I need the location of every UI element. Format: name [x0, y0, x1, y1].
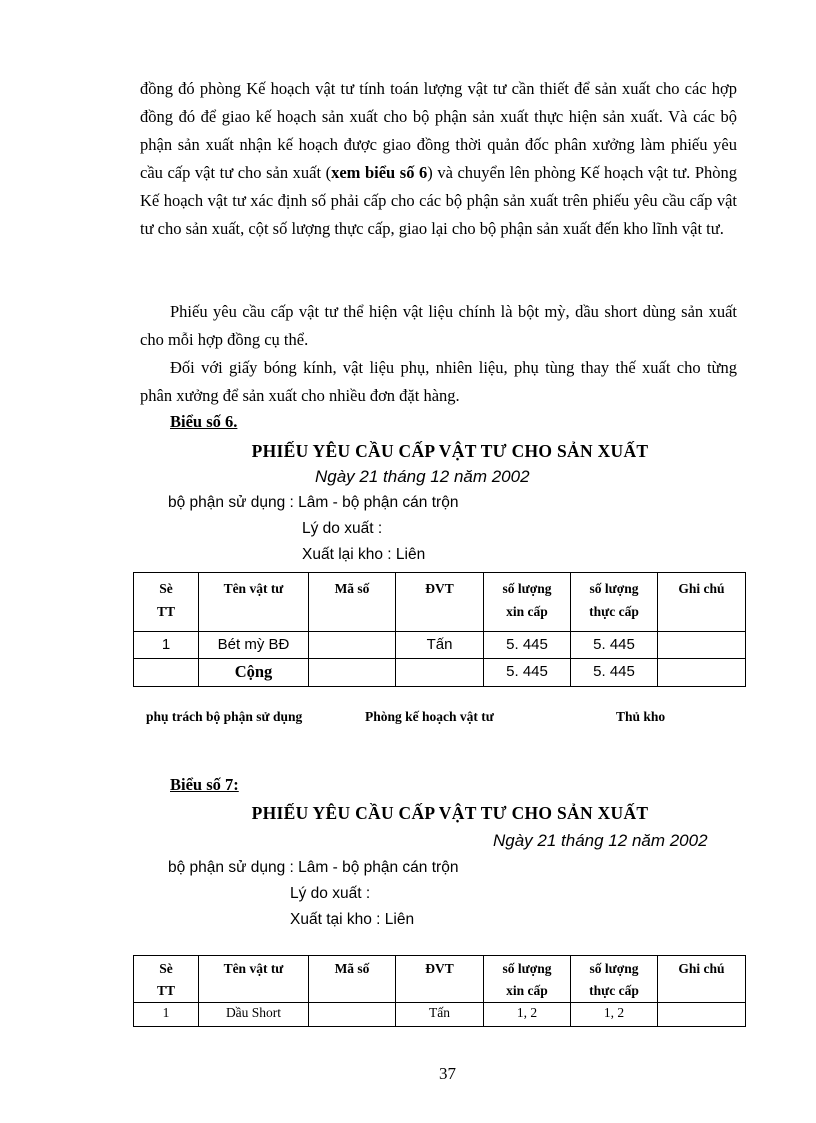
form6-row1-code	[309, 632, 396, 659]
form6-total-actual: 5. 445	[571, 659, 658, 687]
signature-storekeeper: Thủ kho	[616, 709, 666, 724]
paragraph-1-text-a: đồng đó phòng Kế hoạch vật tư tính toán lượng vật tư cần thiết để sản xuất cho các hợp đồng đó để giao kế hoạch sản xuất cho bộ phận sản xuất thực hiện sản xuất. Và các bộ phận sản xuất nhận kế hoạch được giao đồng thời quản đốc phân xưởng làm phiếu yêu cầu cấp vật tư cho sản xuất (	[140, 79, 737, 182]
form6-total-row	[134, 659, 746, 687]
form7-header-row	[134, 956, 746, 1003]
form7-row1-stt: 1	[134, 1003, 199, 1027]
form6-row1-stt: 1	[134, 632, 199, 659]
form6-department: bộ phận sử dụng : Lâm - bộ phận cán trộn	[168, 494, 459, 511]
paragraph-2	[140, 298, 737, 354]
form7-col-requested: số lượng xin cấp	[484, 956, 571, 1003]
form7-warehouse: Xuất tại kho : Liên	[290, 911, 415, 928]
form7-title: PHIẾU YÊU CẦU CẤP VẬT TƯ CHO SẢN XUẤT	[251, 803, 649, 823]
form6-heading: Biểu số 6.	[170, 412, 238, 431]
form7-col-stt: Sè TT	[134, 956, 199, 1003]
table-row	[134, 1003, 746, 1027]
form6-row1-note	[658, 632, 746, 659]
form7-col-name: Tên vật tư	[199, 956, 309, 1003]
form6-row1-requested: 5. 445	[484, 632, 571, 659]
page-number: 37	[439, 1064, 456, 1083]
form6-col-note: Ghi chú	[658, 573, 746, 632]
form6-row1-name: Bét mỳ BĐ	[199, 632, 309, 659]
form6-total-requested: 5. 445	[484, 659, 571, 687]
form6-row1-actual: 5. 445	[571, 632, 658, 659]
signature-planning-dept: Phòng kế hoạch vật tư	[365, 709, 494, 724]
paragraph-3	[140, 354, 737, 410]
form6-col-name: Tên vật tư	[199, 573, 309, 632]
form6-col-requested: số lượng xin cấp	[484, 573, 571, 632]
form7-row1-note	[658, 1003, 746, 1027]
form7-heading: Biểu số 7:	[170, 775, 239, 794]
form6-col-stt: Sè TT	[134, 573, 199, 632]
form7-col-unit: ĐVT	[396, 956, 484, 1003]
paragraph-3-text: Đối với giấy bóng kính, vật liệu phụ, nhiên liệu, phụ tùng thay thế xuất cho từng phân xưởng để sản xuất cho nhiều đơn đặt hàng.	[140, 358, 737, 405]
form7-row1-code	[309, 1003, 396, 1027]
form6-warehouse: Xuất lại kho : Liên	[302, 546, 426, 563]
form6-title: PHIẾU YÊU CẦU CẤP VẬT TƯ CHO SẢN XUẤT	[251, 441, 649, 461]
form7-row1-name: Dầu Short	[199, 1003, 309, 1027]
signature-department-head: phụ trách bộ phận sử dụng	[146, 709, 303, 724]
form6-table	[133, 572, 746, 687]
table-row	[134, 632, 746, 659]
form6-total-label: Cộng	[199, 659, 309, 687]
paragraph-1-text-b: ) và chuyển lên phòng Kế hoạch vật tư. Phòng Kế hoạch vật tư xác định số phải cấp cho các bộ phận sản xuất trên phiếu yêu cầu cấp vật tư cho sản xuất, cột số lượng thực cấp, giao lại cho bộ phận sản xuất đến kho lĩnh vật tư.	[140, 163, 738, 238]
form7-row1-unit: Tấn	[396, 1003, 484, 1027]
paragraph-1-bold-ref: xem biểu số 6	[331, 163, 428, 182]
form6-col-actual: số lượng thực cấp	[571, 573, 658, 632]
form7-department: bộ phận sử dụng : Lâm - bộ phận cán trộn	[168, 859, 459, 876]
form6-col-unit: ĐVT	[396, 573, 484, 632]
form7-reason: Lý do xuất :	[290, 885, 371, 902]
form7-row1-actual: 1, 2	[571, 1003, 658, 1027]
form6-header-row	[134, 573, 746, 632]
form7-table	[133, 955, 746, 1027]
form7-row1-requested: 1, 2	[484, 1003, 571, 1027]
form6-reason: Lý do xuất :	[302, 520, 383, 537]
form6-row1-unit: Tấn	[396, 632, 484, 659]
form6-col-code: Mã số	[309, 573, 396, 632]
paragraph-1	[140, 75, 737, 243]
form7-col-note: Ghi chú	[658, 956, 746, 1003]
form6-date: Ngày 21 tháng 12 năm 2002	[315, 467, 530, 486]
form7-col-code: Mã số	[309, 956, 396, 1003]
form7-date: Ngày 21 tháng 12 năm 2002	[493, 831, 708, 850]
form7-col-actual: số lượng thực cấp	[571, 956, 658, 1003]
paragraph-2-text: Phiếu yêu cầu cấp vật tư thể hiện vật liệu chính là bột mỳ, dầu short dùng sản xuất cho mỗi hợp đồng cụ thể.	[140, 302, 737, 349]
